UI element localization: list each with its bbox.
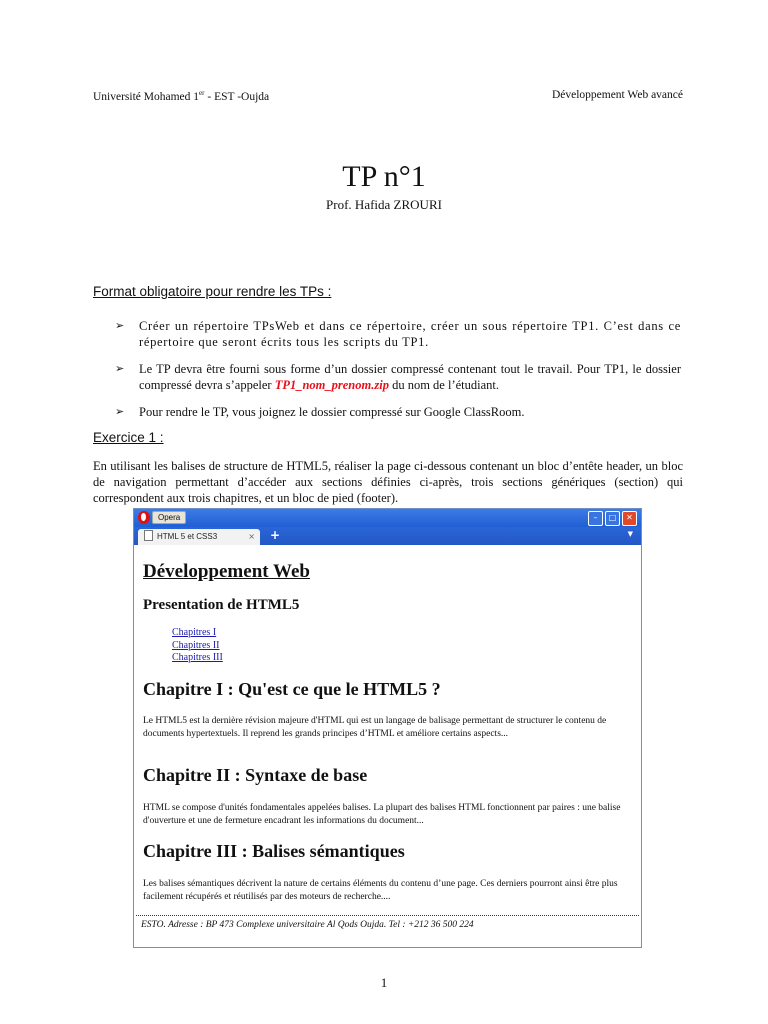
maximize-icon[interactable]: □ (605, 511, 620, 526)
chapter-2-text: HTML se compose d'unités fondamentales appelées balises. La plupart des balises HTML fonctionnent par paires : une balise d'ouverture et une de fermeture encadrant les informations du document... (143, 803, 621, 826)
document-icon (144, 530, 153, 541)
opera-menu-button[interactable]: Opera (152, 511, 186, 524)
tab-menu-chevron-down-icon[interactable]: ▼ (627, 530, 633, 538)
page-header-right: Développement Web avancé (551, 89, 683, 101)
instructions-list (115, 318, 681, 431)
site-title: Développement Web (143, 561, 310, 582)
chapter-1-text: Le HTML5 est la dernière révision majeure d'HTML qui est un langage de balisage permettant de structurer le contenu de documents hypertextuels. Il reprend les grands principes d’HTML et améliore certains aspects... (143, 716, 607, 739)
arrow-bullet-icon: ➢ (115, 362, 125, 375)
page-header-left (93, 89, 269, 103)
ordinal-suffix: er (199, 89, 205, 97)
site-footer: ESTO. Adresse : BP 473 Complexe universitaire Al Qods Oujda. Tel : +212 36 500 224 (136, 915, 639, 930)
instruction-item (115, 404, 681, 420)
filename-highlight: TP1_nom_prenom.zip (274, 378, 389, 392)
nav-link-chapter-3[interactable]: Chapitres III (172, 652, 223, 663)
new-tab-icon[interactable]: + (270, 528, 281, 542)
nav-item (172, 627, 223, 640)
instruction-item (115, 361, 681, 393)
browser-viewport (134, 545, 641, 947)
close-icon[interactable]: ✕ (622, 511, 637, 526)
instruction-text: Pour rendre le TP, vous joignez le dossier compressé sur Google ClassRoom. (139, 405, 525, 419)
school-name: - EST -Oujda (204, 90, 270, 103)
browser-tab[interactable] (138, 529, 260, 545)
nav-link-chapter-1[interactable]: Chapitres I (172, 627, 217, 638)
document-title: TP n°1 (342, 160, 426, 193)
chapter-1-title: Chapitre I : Qu'est ce que le HTML5 ? (143, 679, 441, 699)
site-subtitle: Presentation de HTML5 (143, 597, 300, 613)
nav-item (172, 640, 223, 653)
exercise-heading: Exercice 1 : (93, 430, 164, 445)
exercise-intro: En utilisant les balises de structure de HTML5, réaliser la page ci-dessous contenant un bloc d’entête header, un bloc de navigation permettant d’accéder aux sections définies ci-après, trois sections génériques (section) qui correspondent aux trois chapitres, et un bloc de pied (footer). (93, 459, 683, 505)
chapter-3-title: Chapitre III : Balises sémantiques (143, 841, 405, 861)
minimize-icon[interactable]: – (588, 511, 603, 526)
chapter-3-text: Les balises sémantiques décrivent la nature de certains éléments du contenu d’une page. Ces derniers pourront ainsi être plus facilement récupérés et réutilisés par des moteurs de recherche.... (143, 879, 618, 902)
nav-item (172, 652, 223, 665)
chapter-2-title: Chapitre II : Syntaxe de base (143, 765, 368, 785)
page-number: 1 (380, 975, 388, 990)
instruction-text: Créer un répertoire TPsWeb et dans ce répertoire, créer un sous répertoire TP1. C’est dans ce répertoire que seront écrits tous les scripts du TP1. (139, 319, 681, 349)
instruction-text: du nom de l’étudiant. (388, 378, 499, 392)
university-name: Université Mohamed 1 (93, 90, 200, 103)
arrow-bullet-icon: ➢ (115, 405, 125, 418)
browser-screenshot (133, 508, 642, 948)
tab-close-icon[interactable]: × (248, 532, 255, 541)
browser-tabbar (134, 527, 641, 545)
document-author: Prof. Hafida ZROURI (326, 197, 442, 212)
browser-titlebar (134, 509, 641, 527)
opera-logo-icon (138, 511, 150, 524)
chapter-nav (172, 627, 223, 665)
arrow-bullet-icon: ➢ (115, 319, 125, 332)
instruction-item (115, 318, 681, 350)
window-controls (588, 511, 637, 526)
tab-title: HTML 5 et CSS3 (157, 532, 218, 541)
nav-link-chapter-2[interactable]: Chapitres II (172, 639, 220, 651)
instruction-text: Le TP devra être fourni sous forme d’un dossier compressé contenant tout le travail. Pour TP1, le dossier compressé devra s’appeler (139, 362, 681, 392)
format-heading: Format obligatoire pour rendre les TPs : (93, 284, 332, 299)
